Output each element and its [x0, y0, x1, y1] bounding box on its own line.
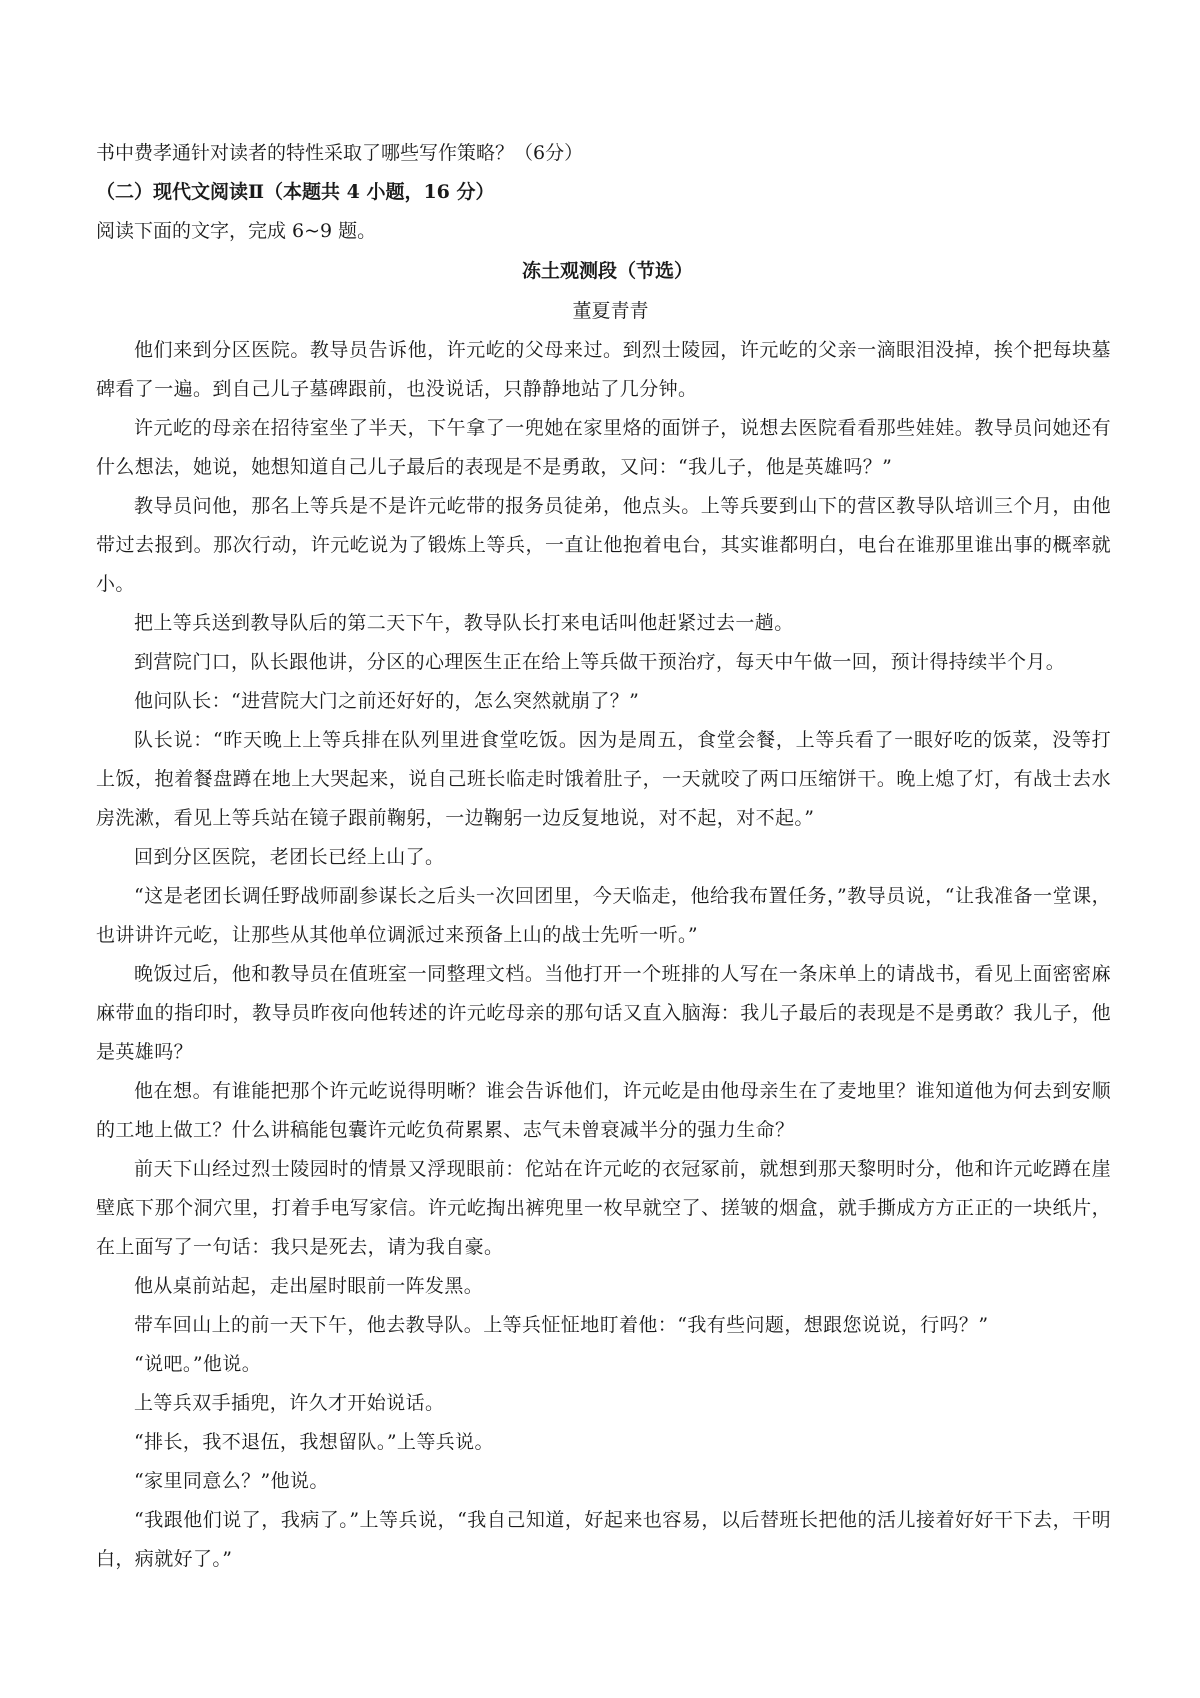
- paragraph: 他们来到分区医院。教导员告诉他，许元屹的父母来过。到烈士陵园，许元屹的父亲一滴眼泪没掉，挨个把每块墓碑看了一遍。到自己儿子墓碑跟前，也没说话，只静静地站了几分钟。: [96, 339, 1111, 400]
- article-author: 董夏青青: [572, 300, 649, 322]
- paragraph: 教导员问他，那名上等兵是不是许元屹带的报务员徒弟，他点头。上等兵要到山下的营区教导队培训三个月，由他带过去报到。那次行动，许元屹说为了锻炼上等兵，一直让他抱着电台，其实谁都明白，电台在谁那里谁出事的概率就小。: [96, 495, 1111, 595]
- paragraph: “家里同意么？”他说。: [134, 1470, 329, 1492]
- paragraph: 许元屹的母亲在招待室坐了半天，下午拿了一兜她在家里烙的面饼子，说想去医院看看那些娃娃。教导员问她还有什么想法，她说，她想知道自己儿子最后的表现是不是勇敢，又问：“我儿子，他是英雄吗？”: [96, 417, 1111, 478]
- article-title: 冻土观测段（节选）: [521, 260, 693, 282]
- paragraph: “说吧。”他说。: [134, 1353, 262, 1375]
- paragraph: 他在想。有谁能把那个许元屹说得明晰？谁会告诉他们，许元屹是由他母亲生在了麦地里？谁知道他为何去到安顺的工地上做工？什么讲稿能包囊许元屹负荷累累、志气未曾衰减半分的强力生命？: [96, 1080, 1111, 1141]
- paragraph: 上等兵双手插兜，许久才开始说话。: [134, 1392, 445, 1414]
- paragraph: 到营院门口，队长跟他讲，分区的心理医生正在给上等兵做干预治疗，每天中午做一回，预计得持续半个月。: [134, 651, 1066, 673]
- section-heading: （二）现代文阅读Ⅱ（本题共 4 小题，16 分）: [96, 181, 495, 203]
- paragraph: 回到分区医院，老团长已经上山了。: [134, 846, 445, 868]
- paragraph: 晚饭过后，他和教导员在值班室一同整理文档。当他打开一个班排的人写在一条床单上的请战书，看见上面密密麻麻带血的指印时，教导员昨夜向他转述的许元屹母亲的那句话又直入脑海：我儿子最后的表现是不是勇敢？我儿子，他是英雄吗？: [96, 963, 1111, 1063]
- paragraph: 他从桌前站起，走出屋时眼前一阵发黑。: [134, 1275, 484, 1297]
- question-line: 书中费孝通针对读者的特性采取了哪些写作策略？（6分）: [96, 142, 584, 164]
- paragraph: 前天下山经过烈士陵园时的情景又浮现眼前：佗站在许元屹的衣冠冢前，就想到那天黎明时分，他和许元屹蹲在崖壁底下那个洞穴里，打着手电写家信。许元屹掏出裤兜里一枚早就空了、搓皱的烟盒，就手撕成方方正正的一块纸片，在上面写了一句话：我只是死去，请为我自豪。: [96, 1158, 1111, 1258]
- paragraph: 队长说：“昨天晚上上等兵排在队列里进食堂吃饭。因为是周五，食堂会餐，上等兵看了一眼好吃的饭菜，没等打上饭，抱着餐盘蹲在地上大哭起来，说自己班长临走时饿着肚子，一天就咬了两口压缩饼干。晚上熄了灯，有战士去水房洗漱，看见上等兵站在镜子跟前鞠躬，一边鞠躬一边反复地说，对不起，对不起。”: [96, 729, 1111, 829]
- paragraph: 把上等兵送到教导队后的第二天下午，教导队长打来电话叫他赶紧过去一趟。: [134, 612, 794, 634]
- paragraph: 他问队长：“进营院大门之前还好好的，怎么突然就崩了？”: [134, 690, 640, 712]
- paragraph: 带车回山上的前一天下午，他去教导队。上等兵怔怔地盯着他：“我有些问题，想跟您说说，行吗？”: [134, 1314, 989, 1336]
- paragraph: “排长，我不退伍，我想留队。”上等兵说。: [134, 1431, 494, 1453]
- document-content: [96, 134, 1111, 1579]
- paragraph: “我跟他们说了，我病了。”上等兵说，“我自己知道，好起来也容易，以后替班长把他的活儿接着好好干下去，干明白，病就好了。”: [96, 1509, 1111, 1570]
- instruction-line: 阅读下面的文字，完成 6~9 题。: [96, 220, 377, 242]
- paragraph: “这是老团长调任野战师副参谋长之后头一次回团里，今天临走，他给我布置任务，”教导员说，“让我准备一堂课，也讲讲许元屹，让那些从其他单位调派过来预备上山的战士先听一听。”: [96, 885, 1111, 946]
